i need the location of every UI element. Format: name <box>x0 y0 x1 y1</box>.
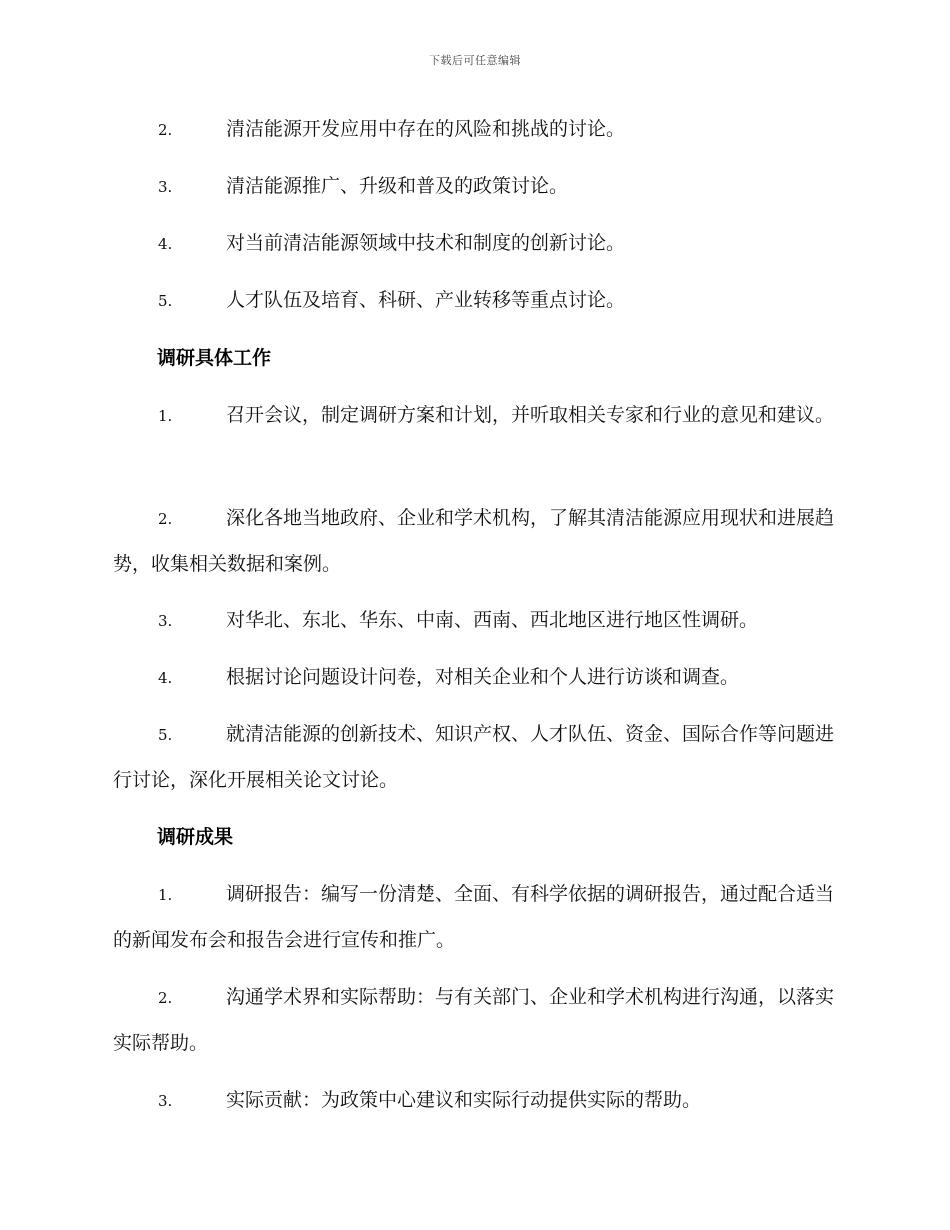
list-item <box>113 655 838 701</box>
list-item <box>113 393 838 439</box>
list-item-text: 实际贡献：为政策中心建议和实际行动提供实际的帮助。 <box>226 1089 702 1111</box>
list-item-number: 2. <box>158 510 173 528</box>
page-header: 下载后可任意编辑 <box>429 54 521 67</box>
list-item-number: 3. <box>158 178 173 196</box>
list-item-text: 沟通学术界和实际帮助：与有关部门、企业和学术机构进行沟通，以落实实际帮助。 <box>113 986 835 1054</box>
list-item-number: 2. <box>158 989 173 1007</box>
list-item-text: 清洁能源开发应用中存在的风险和挑战的讨论。 <box>226 118 626 140</box>
list-item <box>113 975 838 1066</box>
list-item-number: 4. <box>158 235 173 253</box>
list-item <box>113 278 838 324</box>
list-item <box>113 598 838 644</box>
list-item <box>113 496 838 587</box>
list-item-text: 对华北、东北、华东、中南、西南、西北地区进行地区性调研。 <box>226 609 759 631</box>
list-item-number: 5. <box>158 292 173 310</box>
list-item-text: 清洁能源推广、升级和普及的政策讨论。 <box>226 175 569 197</box>
list-item <box>113 107 838 153</box>
list-item-number: 4. <box>158 669 173 687</box>
list-item-number: 1. <box>158 407 173 425</box>
section-heading: 调研成果 <box>157 826 234 848</box>
list-item <box>113 712 838 803</box>
list-item-number: 3. <box>158 612 173 630</box>
list-item-text: 对当前清洁能源领域中技术和制度的创新讨论。 <box>226 232 626 254</box>
list-item <box>113 164 838 210</box>
list-item-text: 根据讨论问题设计问卷，对相关企业和个人进行访谈和调查。 <box>226 666 740 688</box>
list-item-number: 1. <box>158 886 173 904</box>
list-item-number: 2. <box>158 121 173 139</box>
list-item <box>113 221 838 267</box>
list-item <box>113 872 838 963</box>
list-item <box>113 1078 838 1124</box>
section-heading: 调研具体工作 <box>157 347 272 369</box>
list-item-text: 调研报告：编写一份清楚、全面、有科学依据的调研报告，通过配合适当的新闻发布会和报告会进行宣传和推广。 <box>113 883 835 951</box>
list-item-text: 深化各地当地政府、企业和学术机构，了解其清洁能源应用现状和进展趋势，收集相关数据和案例。 <box>113 507 835 575</box>
list-item-text: 人才队伍及培育、科研、产业转移等重点讨论。 <box>226 289 626 311</box>
list-item-text: 召开会议，制定调研方案和计划，并听取相关专家和行业的意见和建议。 <box>226 404 835 426</box>
list-item-text: 就清洁能源的创新技术、知识产权、人才队伍、资金、国际合作等问题进行讨论，深化开展相关论文讨论。 <box>113 723 835 791</box>
list-item-number: 5. <box>158 726 173 744</box>
list-item-number: 3. <box>158 1092 173 1110</box>
